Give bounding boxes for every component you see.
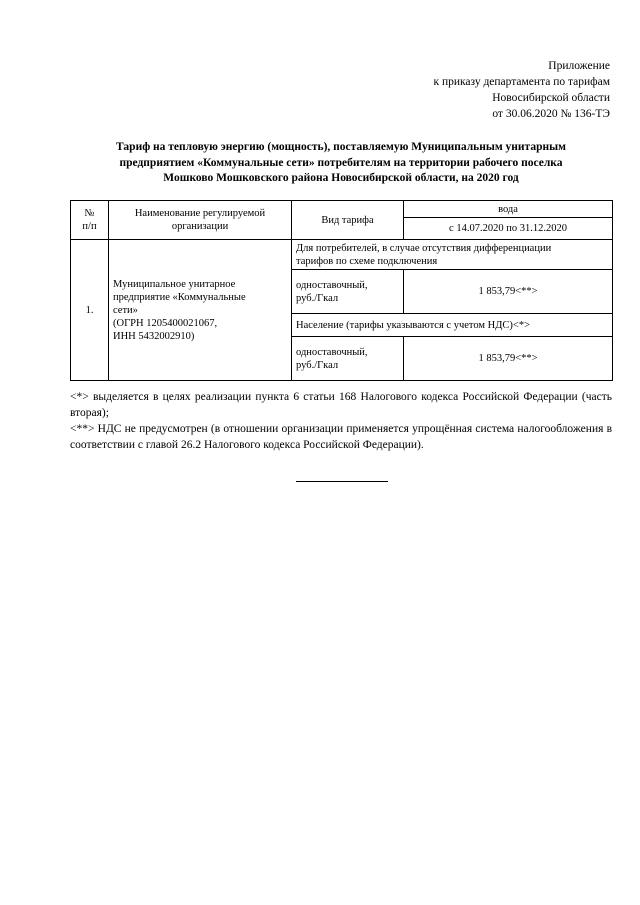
- header-num-line-2: п/п: [82, 221, 97, 232]
- title-line-3: Мошково Мошковского района Новосибирской области, на 2020 год: [163, 172, 519, 184]
- section-population: Население (тарифы указываются с учетом НДС)<*>: [292, 314, 613, 337]
- header-period: с 14.07.2020 по 31.12.2020: [404, 218, 613, 240]
- header-org-line-2: организации: [171, 221, 229, 232]
- appendix-line-4: от 30.06.2020 № 136-ТЭ: [492, 108, 610, 120]
- header-org-line-1: Наименование регулируемой: [134, 208, 266, 219]
- header-num-line-1: №: [84, 208, 95, 219]
- organization-cell: [109, 240, 292, 381]
- section-consumers-line-2: тарифов по схеме подключения: [296, 255, 438, 267]
- tariff-value-cell: 1 853,79<**>: [404, 270, 613, 314]
- header-tariff-type: Вид тарифа: [292, 201, 404, 240]
- section-consumers: [292, 240, 613, 270]
- title-line-1: Тариф на тепловую энергию (мощность), поставляемую Муниципальным унитарным: [116, 141, 566, 153]
- tariff-type-line-1: одноставочный,: [296, 346, 368, 358]
- footnote-2: <**> НДС не предусмотрен (в отношении организации применяется упрощённая система налогообложения в соответствии с главой 26.2 Налогового кодекса Российской Федерации).: [70, 423, 612, 451]
- org-line-3: сети»: [113, 304, 138, 316]
- org-line-5: ИНН 5432002910): [113, 330, 195, 342]
- footnote-1: <*> выделяется в целях реализации пункта 6 статьи 168 Налогового кодекса Российской Федерации (часть вторая);: [70, 391, 612, 419]
- table-row: [71, 240, 613, 270]
- tariff-type-cell: [292, 337, 404, 381]
- tariff-type-line-1: одноставочный,: [296, 279, 368, 291]
- header-num: [71, 201, 109, 240]
- title-line-2: предприятием «Коммунальные сети» потребителям на территории рабочего поселка: [119, 156, 563, 169]
- org-line-2: предприятие «Коммунальные: [113, 291, 246, 303]
- tariff-type-cell: [292, 270, 404, 314]
- header-group-water: вода: [404, 201, 613, 218]
- tariff-type-line-2: руб./Гкал: [296, 292, 339, 304]
- appendix-block: [433, 58, 610, 122]
- row-number: 1.: [71, 240, 109, 381]
- tariff-table: [70, 200, 613, 381]
- closing-rule: [296, 481, 388, 482]
- appendix-line-3: Новосибирской области: [492, 92, 610, 104]
- org-line-4: (ОГРН 1205400021067,: [113, 317, 218, 329]
- section-consumers-line-1: Для потребителей, в случае отсутствия дифференциации: [296, 242, 552, 254]
- document-title: [70, 140, 612, 187]
- header-organization: [109, 201, 292, 240]
- footnotes: [70, 389, 612, 453]
- tariff-value-cell: 1 853,79<**>: [404, 337, 613, 381]
- org-line-1: Муниципальное унитарное: [113, 278, 236, 290]
- header-row-1: [71, 201, 613, 218]
- tariff-type-line-2: руб./Гкал: [296, 359, 339, 371]
- appendix-line-2: к приказу департамента по тарифам: [433, 76, 610, 88]
- appendix-line-1: Приложение: [548, 60, 610, 72]
